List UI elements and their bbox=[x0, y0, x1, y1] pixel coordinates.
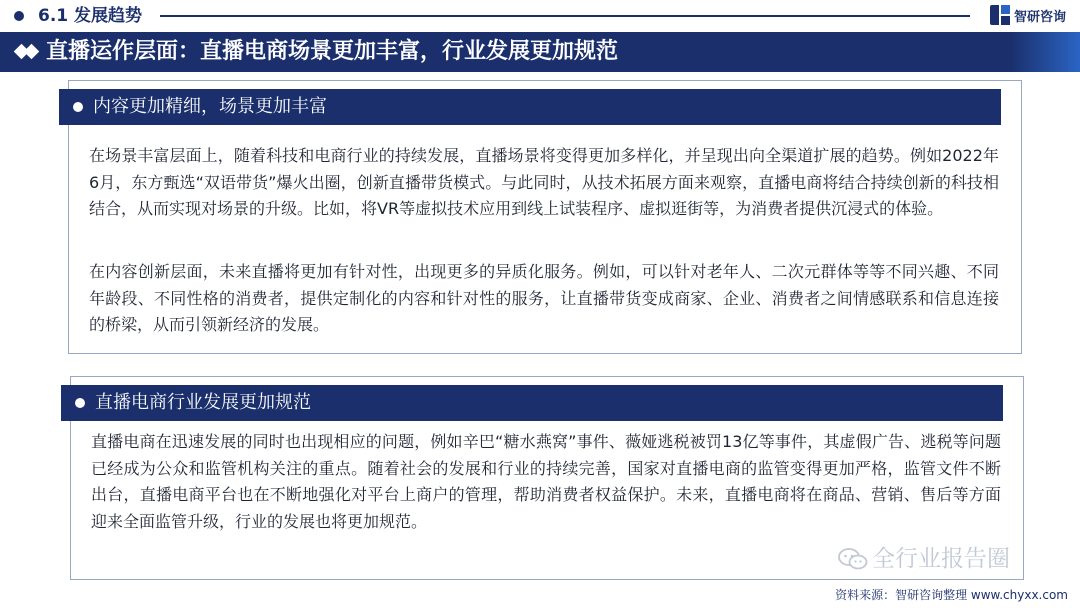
page-title: 直播运作层面：直播电商场景更加丰富，行业发展更加规范 bbox=[46, 39, 619, 64]
card-header bbox=[59, 89, 1001, 125]
bullet-dot-icon bbox=[14, 11, 24, 21]
brand-logo bbox=[990, 5, 1066, 25]
card-header bbox=[61, 385, 1003, 421]
content-card-1 bbox=[68, 80, 1022, 354]
bullet-dot-icon bbox=[75, 398, 85, 408]
watermark-text: 全行业报告圈 bbox=[872, 546, 1010, 572]
paragraph-text: 在场景丰富层面上，随着科技和电商行业的持续发展，直播场景将变得更加多样化，并呈现出向全渠道扩展的趋势。例如2022年6月，东方甄选“双语带货”爆火出圈，创新直播带货模式。与此同时，从技术拓展方面来观察，直播电商将结合持续创新的科技相结合，从而实现对场景的升级。比如，将VR等虚拟技术应用到线上试装程序、虚拟逛街等，为消费者提供沉浸式的体验。 bbox=[89, 146, 999, 218]
paragraph bbox=[91, 429, 1001, 535]
title-banner bbox=[0, 32, 1080, 72]
source-note: 资料来源：智研咨询整理 www.chyxx.com bbox=[835, 588, 1068, 602]
card-title: 直播电商行业发展更加规范 bbox=[95, 392, 311, 413]
double-diamond-icon bbox=[16, 44, 40, 60]
top-bar bbox=[0, 0, 1080, 32]
section-heading: 6.1 发展趋势 bbox=[38, 6, 143, 26]
paragraph-text: 在内容创新层面，未来直播将更加有针对性，出现更多的异质化服务。例如，可以针对老年人、二次元群体等等不同兴趣、不同年龄段、不同性格的消费者，提供定制化的内容和针对性的服务，让直播带货变成商家、企业、消费者之间情感联系和信息连接的桥梁，从而引领新经济的发展。 bbox=[89, 262, 999, 334]
paragraph bbox=[89, 259, 999, 339]
bullet-dot-icon bbox=[73, 102, 83, 112]
paragraph-text: 直播电商在迅速发展的同时也出现相应的问题，例如辛巴“糖水燕窝”事件、薇娅逃税被罚13亿等事件，其虚假广告、逃税等问题已经成为公众和监管机构关注的重点。随着社会的发展和行业的持续完善，国家对直播电商的监管变得更加严格，监管文件不断出台，直播电商平台也在不断地强化对平台上商户的管理，帮助消费者权益保护。未来，直播电商将在商品、营销、售后等方面迎来全面监管升级，行业的发展也将更加规范。 bbox=[91, 432, 1001, 531]
card-title: 内容更加精细，场景更加丰富 bbox=[93, 96, 327, 117]
wechat-icon bbox=[838, 548, 868, 570]
banner-accent bbox=[1010, 32, 1080, 72]
brand-name: 智研咨询 bbox=[1013, 9, 1066, 25]
paragraph bbox=[89, 143, 999, 223]
brand-logo-icon bbox=[990, 5, 1010, 25]
header-divider bbox=[160, 15, 970, 17]
